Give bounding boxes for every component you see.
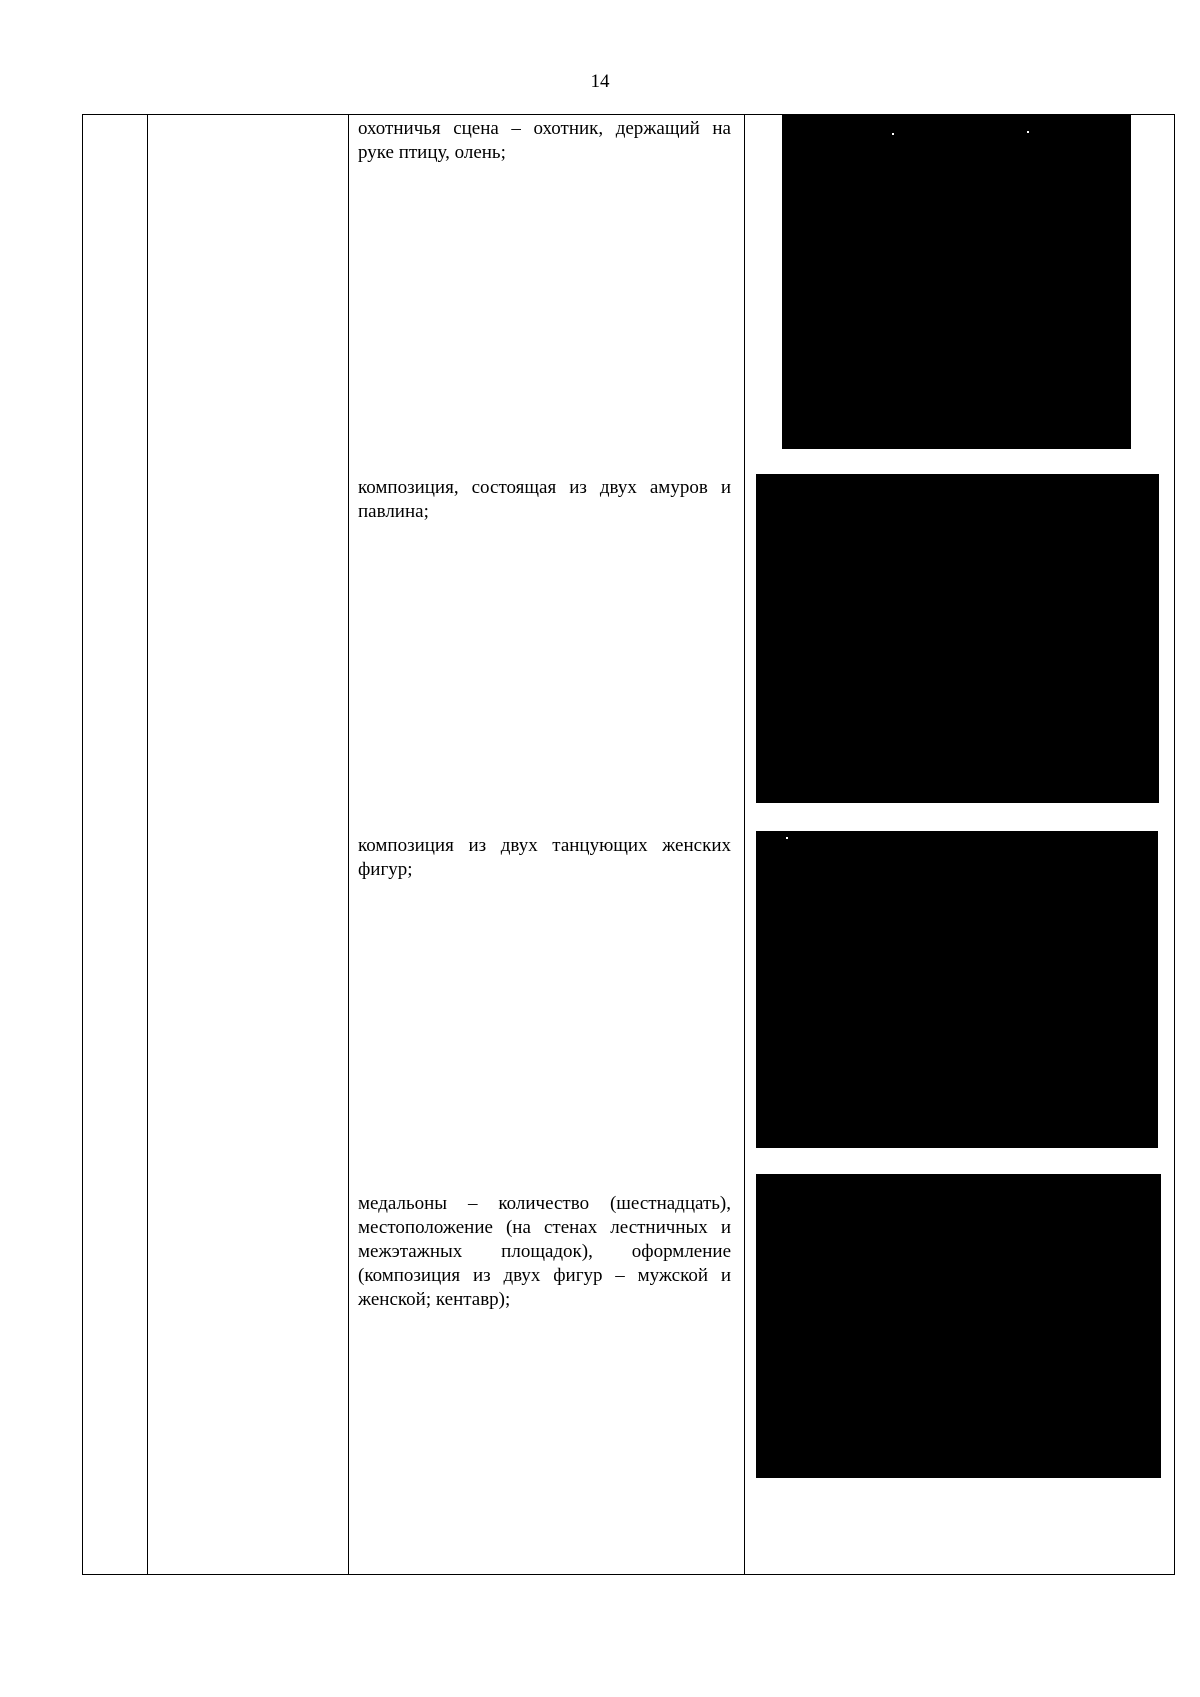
row-4-photo — [756, 1174, 1161, 1478]
row-2-description: композиция, состоящая из двух амуров и павлина; — [358, 477, 731, 522]
row-3-photo — [756, 831, 1158, 1148]
row-2-photo — [756, 474, 1159, 803]
column-divider-2 — [348, 114, 349, 1575]
page-number: 14 — [590, 71, 610, 92]
column-divider-3 — [744, 114, 745, 1575]
column-divider-1 — [147, 114, 148, 1575]
row-3-description: композиция из двух танцующих женских фигур; — [358, 835, 731, 880]
row-4-description: медальоны – количество (шестнадцать), местоположение (на стенах лестничных и межэтажных площадок), оформление (композиция из двух фигур – мужской и женской; кентавр); — [358, 1193, 731, 1310]
row-1-photo — [782, 114, 1131, 449]
row-1-description: охотничья сцена – охотник, держащий на руке птицу, олень; — [358, 118, 731, 163]
